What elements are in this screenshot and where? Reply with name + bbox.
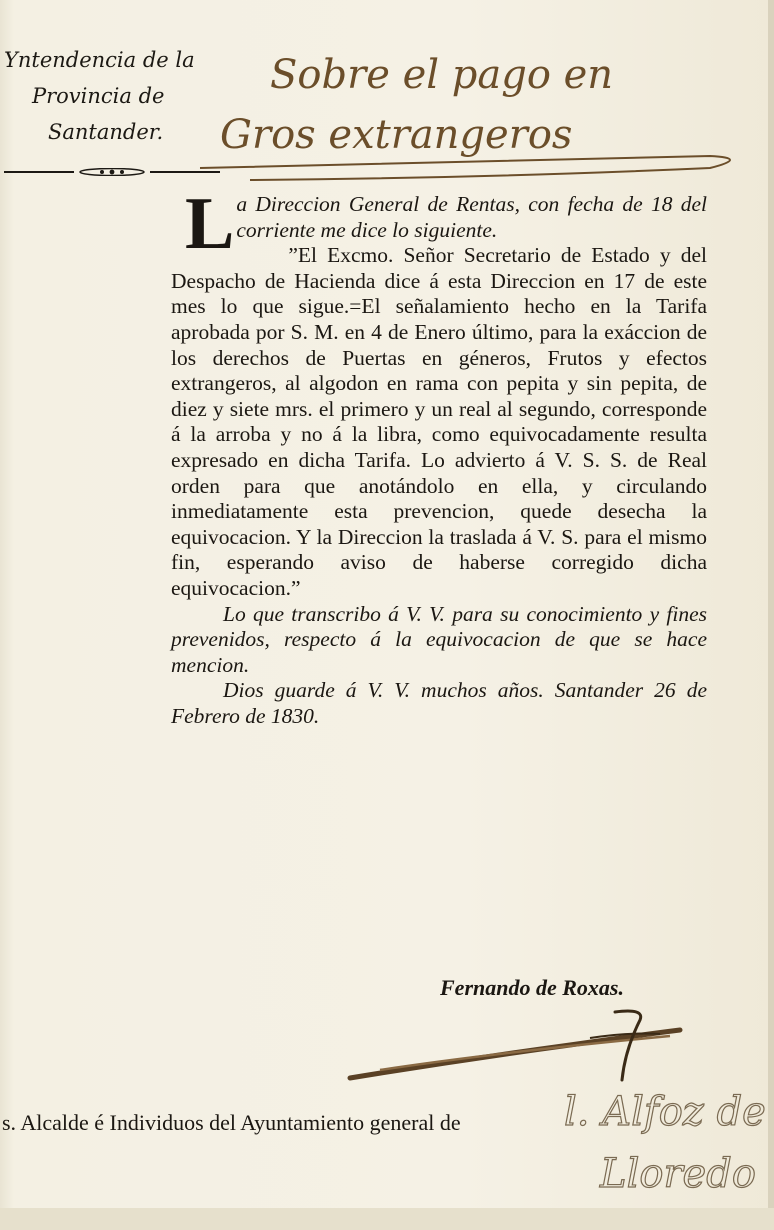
- closing-paragraph: Dios guarde á V. V. muchos años. Santander 26 de Febrero de 1830.: [171, 678, 707, 728]
- page-bottom-edge: [0, 1208, 774, 1230]
- drop-cap: L: [185, 183, 235, 265]
- subject-note-line: Gros extrangeros: [220, 112, 573, 158]
- addressee-line: s. Alcalde é Individuos del Ayuntamiento general de: [2, 1110, 461, 1135]
- quoted-order-paragraph: ”El Excmo. Señor Secretario de Estado y del Despacho de Hacienda dice á esta Direccion en 17 de este mes lo que sigue.=El señalamiento hecho en la Tarifa aprobada por S. M. en 4 de Enero último, para la exáccion de los derechos de Puertas en géneros, Frutos y efectos extrangeros, al algodon en rama con pepita y sin pepita, de diez y siete mrs. el primero y un real al segundo, corresponde á la arroba y no á la libra, como equivocadamente resulta expresado en dicha Tarifa. Lo advierto á V. S. S. de Real orden para que anotándolo en ella, y circulando inmediatamente esta prevencion, quede desecha la equivocacion. Y la Direccion la traslada á V. S. para el mismo fin, esperando aviso de haberse corregido dicha equivocacion.”: [171, 243, 707, 600]
- lead-paragraph: [171, 183, 707, 265]
- office-header-line: Provincia de: [32, 84, 165, 108]
- ornament-rule: [4, 168, 220, 176]
- signatory-name: Fernando de Roxas.: [440, 975, 624, 1000]
- office-header-line: Santander.: [48, 120, 164, 144]
- addressee-handwritten-line: Lloredo: [600, 1151, 756, 1197]
- page-edge: [768, 0, 774, 1230]
- addressee-handwritten-line: l. Alfoz de: [564, 1089, 766, 1135]
- addressee-handwritten: [560, 1075, 774, 1205]
- lead-text: a Direccion General de Rentas, con fecha de 18 del corriente me dice lo siguiente.: [236, 192, 707, 242]
- subject-note-line: Sobre el pago en: [270, 52, 614, 98]
- letter-body: [171, 183, 707, 729]
- transcribe-paragraph: Lo que transcribo á V. V. para su conocimiento y fines prevenidos, respecto á la equivocacion de que se hace mencion.: [171, 601, 707, 677]
- office-header-line: Yntendencia de la: [4, 48, 195, 72]
- subject-note-handwritten: [190, 18, 750, 198]
- office-header: [4, 42, 220, 150]
